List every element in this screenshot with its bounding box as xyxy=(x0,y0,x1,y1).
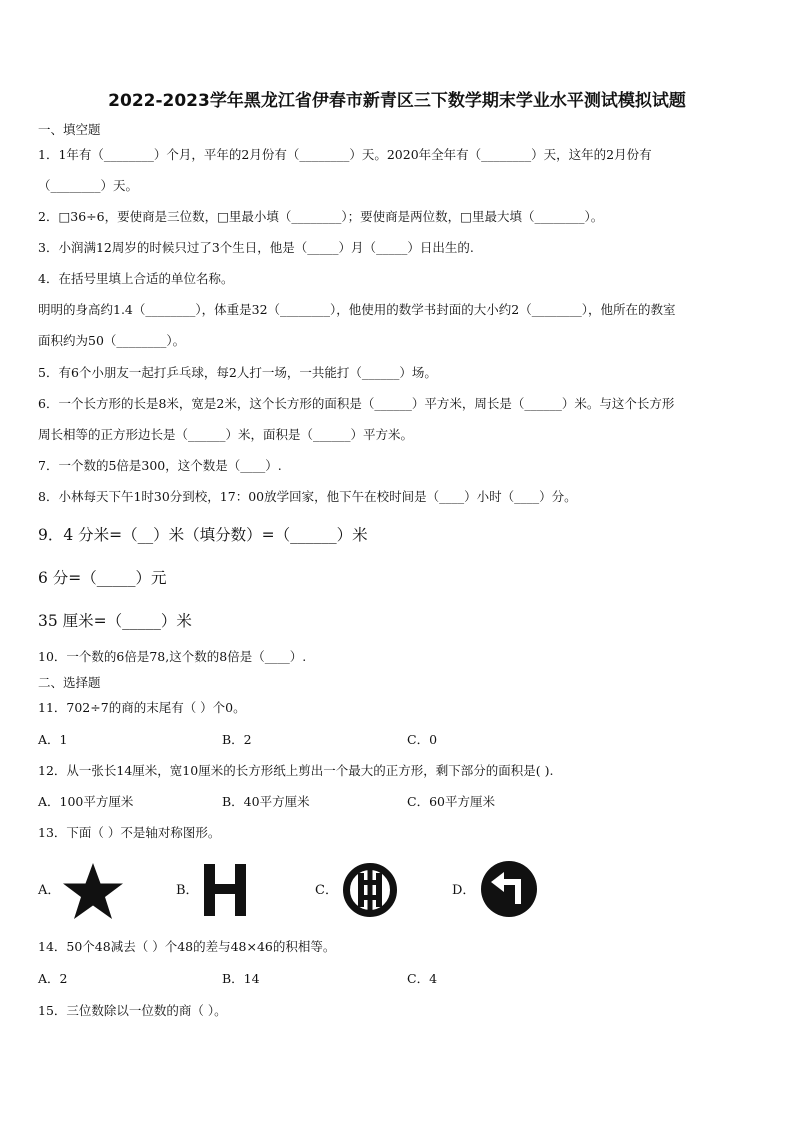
question-1-line-1: 1．1年有（________）个月，平年的2月份有（________）天。2020年全年有（________）天，这年的2月份有 xyxy=(38,147,652,162)
question-12: 12．从一张长14厘米，宽10厘米的长方形纸上剪出一个最大的正方形，剩下部分的面积是( ). xyxy=(38,763,554,778)
question-3: 3．小润满12周岁的时候只过了3个生日，他是（_____）月（_____）日出生的. xyxy=(38,240,474,255)
question-9-line-3: 35 厘米=（_____）米 xyxy=(38,612,192,630)
option-c: C． xyxy=(315,883,338,898)
question-14: 14．50个48减去（ ）个48的差与48×46的积相等。 xyxy=(38,939,336,954)
page-title: 2022-2023学年黑龙江省伊春市新青区三下数学期末学业水平测试模拟试题 xyxy=(108,91,686,111)
section-fill-in: 一、填空题 xyxy=(38,122,101,137)
question-9-line-2: 6 分=（_____）元 xyxy=(38,569,167,587)
option-b: B．14 xyxy=(222,971,260,986)
question-6-line-2: 周长相等的正方形边长是（______）米，面积是（______）平方米。 xyxy=(38,427,414,442)
question-6-line-1: 6．一个长方形的长是8米，宽是2米，这个长方形的面积是（______）平方米，周长是（______）米。与这个长方形 xyxy=(38,396,675,411)
option-a: A． xyxy=(38,883,61,898)
option-a: A．1 xyxy=(38,732,68,747)
question-9-line-1: 9．4 分米=（__）米（填分数）=（______）米 xyxy=(38,526,368,544)
turn-left-sign-icon xyxy=(480,860,538,918)
question-11: 11．702÷7的商的末尾有（ ）个0。 xyxy=(38,700,246,715)
question-1-line-2: （________）天。 xyxy=(38,178,139,193)
option-c: C．4 xyxy=(407,971,438,986)
option-d: D． xyxy=(452,883,476,898)
question-2: 2．□36÷6，要使商是三位数，□里最小填（________）；要使商是两位数，□里最大填（________）。 xyxy=(38,209,604,224)
question-4: 4．在括号里填上合适的单位名称。 xyxy=(38,271,234,286)
bank-logo-icon xyxy=(342,862,398,918)
option-c: C．0 xyxy=(407,732,438,747)
option-c: C．60平方厘米 xyxy=(407,794,495,809)
question-4-line-2: 面积约为50（________）。 xyxy=(38,333,186,348)
question-8: 8．小林每天下午1时30分到校，17：00放学回家，他下午在校时间是（____）小时（____）分。 xyxy=(38,489,577,504)
letter-h-icon xyxy=(204,864,246,916)
option-b: B．40平方厘米 xyxy=(222,794,310,809)
question-5: 5．有6个小朋友一起打乒乓球，每2人打一场，一共能打（______）场。 xyxy=(38,365,437,380)
question-4-line-1: 明明的身高约1.4（________），体重是32（________），他使用的数学书封面的大小约2（________），他所在的教室 xyxy=(38,302,676,317)
question-13: 13．下面（ ）不是轴对称图形。 xyxy=(38,825,221,840)
question-7: 7．一个数的5倍是300，这个数是（____）. xyxy=(38,458,282,473)
option-b: B．2 xyxy=(222,732,252,747)
option-a: A．100平方厘米 xyxy=(38,794,134,809)
question-10: 10．一个数的6倍是78,这个数的8倍是（____）. xyxy=(38,649,307,664)
section-choice: 二、选择题 xyxy=(38,675,101,690)
question-15: 15．三位数除以一位数的商（ ）。 xyxy=(38,1003,227,1018)
star-icon xyxy=(62,862,124,920)
option-a: A．2 xyxy=(38,971,68,986)
option-b: B． xyxy=(176,883,199,898)
